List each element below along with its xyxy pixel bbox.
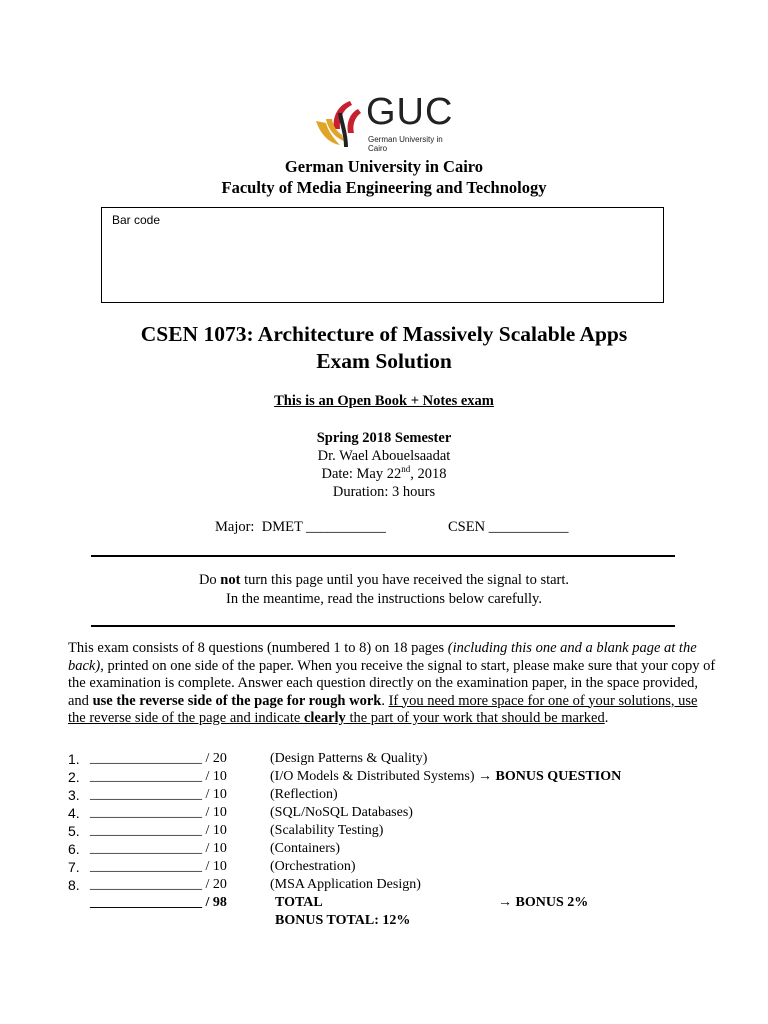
major-label-row: [215, 519, 386, 536]
course-title: CSEN 1073: Architecture of Massively Scalable Apps: [140, 322, 628, 346]
major-csen: CSEN ___________: [448, 519, 569, 535]
course-subtitle: Exam Solution: [316, 349, 452, 373]
notice-line2: In the meantime, read the instructions below carefully.: [226, 591, 542, 607]
university-name: German University in Cairo: [284, 157, 484, 176]
total-blank: ________________ / 98: [90, 895, 227, 910]
guc-emblem-icon: [314, 95, 366, 151]
notice: [0, 571, 768, 609]
question-topic-1: (Design Patterns & Quality): [270, 751, 428, 766]
major-dmet: DMET ___________: [261, 519, 386, 535]
score-blank-4: ________________ / 10: [90, 805, 227, 820]
exam-date: Date: May 22nd, 2018: [321, 464, 447, 482]
instructor: Dr. Wael Abouelsaadat: [317, 448, 451, 464]
score-blank-2: ________________ / 10: [90, 769, 227, 784]
guc-logo: [314, 91, 464, 153]
university-header: [0, 156, 768, 198]
bonus-question-tag: → BONUS QUESTION: [478, 769, 622, 784]
logo-wordmark: GUC: [366, 91, 454, 133]
score-blank-1: ________________ / 20: [90, 751, 227, 766]
question-topic-3: (Reflection): [270, 787, 338, 802]
divider-top: [91, 555, 675, 557]
question-topic-8: (MSA Application Design): [270, 877, 421, 892]
bonus-total: BONUS TOTAL: 12%: [275, 913, 411, 928]
question-topic-4: (SQL/NoSQL Databases): [270, 805, 413, 820]
bonus-label: → BONUS 2%: [498, 895, 589, 910]
score-blank-3: ________________ / 10: [90, 787, 227, 802]
course-title-block: [0, 321, 768, 375]
barcode-box: [101, 207, 664, 303]
score-blank-8: ________________ / 20: [90, 877, 227, 892]
notice-line1: Do not turn this page until you have received the signal to start.: [198, 572, 570, 588]
score-blank-5: ________________ / 10: [90, 823, 227, 838]
major-label: Major:: [215, 519, 255, 535]
barcode-label: Bar code: [112, 213, 161, 227]
divider-bottom: [91, 625, 675, 627]
exam-details: [0, 429, 768, 501]
score-blank-7: ________________ / 10: [90, 859, 227, 874]
score-blank-6: ________________ / 10: [90, 841, 227, 856]
instructions-paragraph: This exam consists of 8 questions (numbered 1 to 8) on 18 pages (including this one and a blank page at the back), printed on one side of the paper. When you receive the signal to start, please make sure that your copy of the examination is complete. Answer each question directly on the examination paper, in the space provided, and use the reverse side of the page for rough work. If you need more space for one of your solutions, use the reverse side of the page and indicate clearly the part of your work that should be marked.: [68, 640, 716, 726]
exam-type: This is an Open Book + Notes exam: [274, 393, 494, 409]
question-topic-6: (Containers): [270, 841, 340, 856]
question-topic-2: (I/O Models & Distributed Systems) → BONUS QUESTION: [270, 769, 622, 784]
question-topic-7: (Orchestration): [270, 859, 356, 874]
question-topic-5: (Scalability Testing): [270, 823, 384, 838]
logo-subtext: German University in Cairo: [368, 135, 443, 153]
faculty-name: Faculty of Media Engineering and Technology: [221, 178, 547, 197]
semester: Spring 2018 Semester: [316, 430, 452, 446]
total-label: TOTAL: [275, 895, 323, 910]
exam-duration: Duration: 3 hours: [332, 484, 436, 500]
